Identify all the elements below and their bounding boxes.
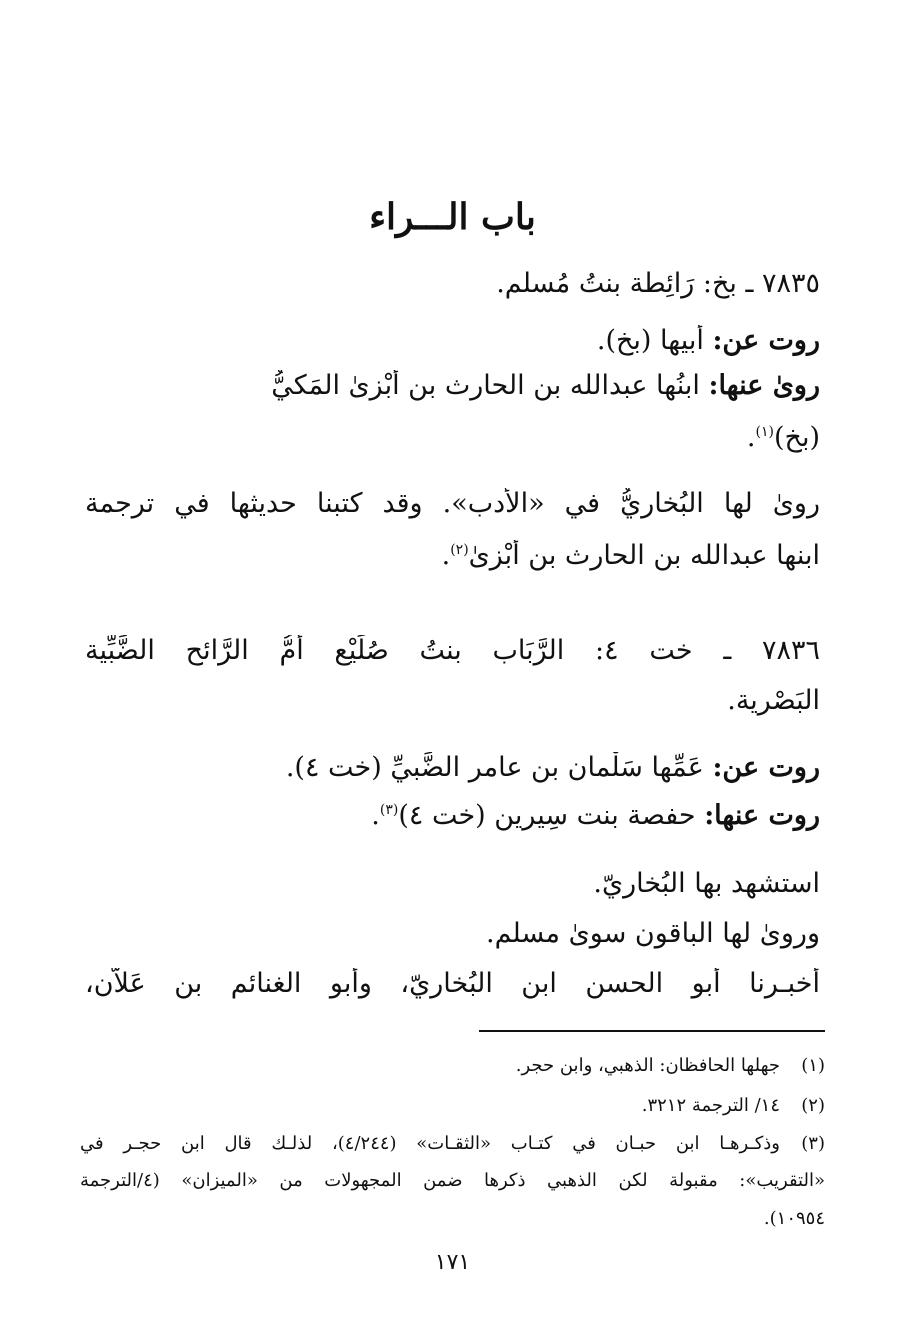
narrated-from-text: عَمِّها سَلْمان بن عامر الضَّبيِّ (خت ٤). xyxy=(285,752,704,783)
entry-7835-heading xyxy=(85,268,820,300)
entry-7836-narrated-from xyxy=(85,752,820,784)
line-end-dot: . xyxy=(746,422,756,453)
narrated-by-text: حفصة بنت سِيرين (خت ٤) xyxy=(398,800,696,831)
page-number: ١٧١ xyxy=(434,1250,471,1275)
entry-7835-narrated-by xyxy=(85,370,820,402)
paragraph-line1-text: روىٰ لها البُخاريُّ في «الأدب». وقد كتبنا حديثها في ترجمة xyxy=(85,488,820,519)
footnote-text: ١٠٩٥٤). xyxy=(763,1208,825,1229)
entry-7836-heading xyxy=(85,635,820,667)
footnote-text: وذكـرهـا ابن حبـان في كتـاب «الثقـات» (٤/٢٤٤)، لذلـك قال ابن حجـر في xyxy=(80,1133,780,1154)
entry-7836-line6 xyxy=(85,918,820,950)
chapter-title: باب الـــراء xyxy=(369,196,536,238)
entry-7836-line6-text: وروىٰ لها الباقون سوىٰ مسلم. xyxy=(485,918,820,949)
footnote-3 xyxy=(80,1133,825,1155)
footnote-text: «التقريب»: مقبولة لكن الذهبي ذكرها ضمن المجهولات من «الميزان» (٤/الترجمة xyxy=(80,1170,825,1191)
footnote-2 xyxy=(80,1095,825,1117)
line-end-dot: . xyxy=(441,540,451,571)
footnote-text: جهلها الحافظان: الذهبي، وابن حجر. xyxy=(515,1055,780,1076)
entry-7836-narrated-by xyxy=(85,800,820,832)
entry-7835-paragraph-line2 xyxy=(85,540,820,572)
narrated-from-label: روت عن: xyxy=(712,325,820,356)
entry-7836-line5-text: استشهد بها البُخاريّ. xyxy=(593,868,820,899)
narrated-by-label: روت عنها: xyxy=(704,800,820,831)
entry-7836-heading-cont-text: البَصْرية. xyxy=(727,685,820,716)
footnote-ref-1: (١) xyxy=(755,424,774,440)
entry-7835-paragraph-line1 xyxy=(85,488,820,520)
footnote-3-end xyxy=(80,1208,825,1230)
footnote-number: (١) xyxy=(801,1055,825,1076)
footnote-3-cont xyxy=(80,1170,825,1192)
entry-7836-heading-text: ٧٨٣٦ ـ خت ٤: الرَّبَاب بنتُ صُلَيْع أُمُّ الرَّائح الضَّبِّية xyxy=(85,635,820,666)
footnote-ref-2: (٢) xyxy=(450,542,469,558)
footnote-number: (٢) xyxy=(801,1095,825,1116)
paragraph-line2-text: ابنها عبدالله بن الحارث بن أَبْزىٰ xyxy=(468,540,820,571)
entry-7835-narrated-by-cont xyxy=(85,422,820,454)
line-end-dot: . xyxy=(371,800,380,831)
narrated-by-text: ابنُها عبدالله بن الحارث بن أَبْزىٰ المَكيُّ xyxy=(271,370,700,401)
narrated-from-text: أبيها (بخ). xyxy=(596,325,704,356)
entry-7836-line7 xyxy=(85,968,820,1000)
entry-7835-heading-text: ٧٨٣٥ ـ بخ: رَائِطة بنتُ مُسلم. xyxy=(496,268,820,299)
footnote-text: ١٤/ الترجمة ٣٢١٢. xyxy=(641,1095,780,1116)
footnote-separator xyxy=(479,1030,825,1032)
footnote-number: (٣) xyxy=(801,1133,825,1154)
footnote-1 xyxy=(80,1055,825,1077)
narrated-by-cont-text: (بخ) xyxy=(773,422,820,453)
entry-7836-heading-cont xyxy=(85,685,820,717)
footnote-ref-3: (٣) xyxy=(379,802,399,818)
entry-7836-line5 xyxy=(85,868,820,900)
narrated-by-label: روىٰ عنها: xyxy=(708,370,820,401)
entry-7835-narrated-from xyxy=(85,325,820,357)
narrated-from-label: روت عن: xyxy=(712,752,820,783)
entry-7836-line7-text: أخبـرنا أبو الحسن ابن البُخاريّ، وأبو الغنائم بن عَلاّن، xyxy=(85,968,820,999)
